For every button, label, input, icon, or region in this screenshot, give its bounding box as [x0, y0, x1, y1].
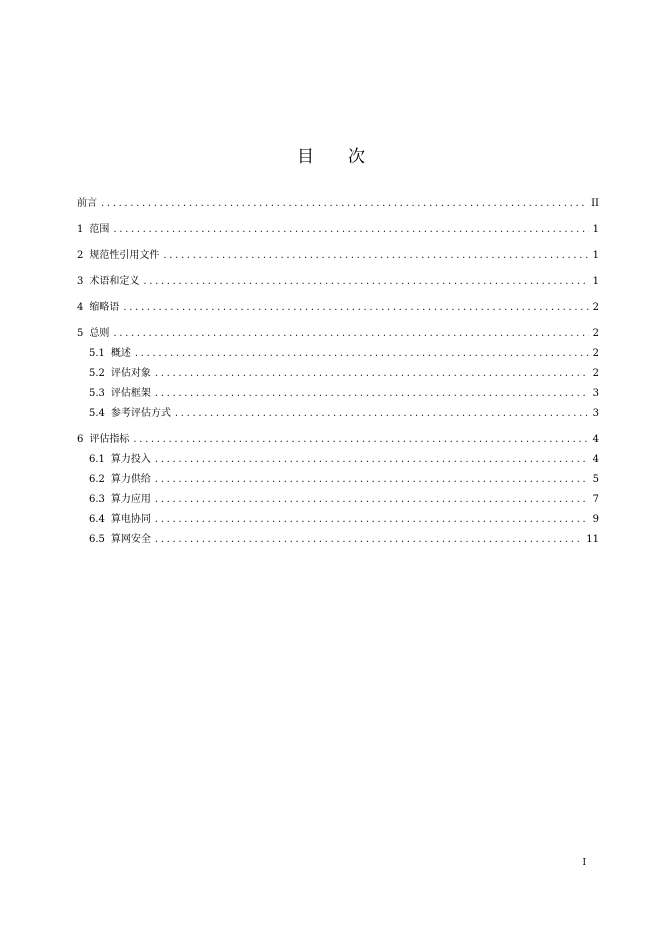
toc-entry-page: 1: [592, 250, 599, 261]
toc-entry-number: 6: [77, 434, 84, 445]
toc-leader-dots: [143, 276, 588, 287]
toc-entry-number: 2: [77, 250, 84, 261]
toc-leader-dots: [155, 454, 589, 465]
toc-subentry[interactable]: [77, 404, 599, 419]
toc-entry-page: 9: [592, 514, 599, 525]
toc-entry-label: 前言: [77, 198, 97, 209]
toc-entry[interactable]: [77, 324, 599, 339]
toc-subentry[interactable]: [77, 530, 599, 545]
toc-entry-page: 1: [592, 276, 599, 287]
toc-leader-dots: [113, 224, 588, 235]
toc-entry-number: 6.1: [89, 454, 105, 465]
toc-leader-dots: [155, 388, 589, 399]
toc-entry-label: 规范性引用文件: [89, 250, 160, 261]
toc-leader-dots: [133, 434, 588, 445]
toc-entry-page: 4: [592, 434, 599, 445]
toc-entry-page: 5: [592, 474, 599, 485]
toc-entry-label: 算力投入: [110, 454, 151, 465]
toc-entry-label: 缩略语: [89, 302, 120, 313]
toc-entry-number: 1: [77, 224, 84, 235]
toc-entry-number: 6.5: [89, 534, 105, 545]
toc-entry-label: 评估对象: [110, 368, 151, 379]
toc-subentry[interactable]: [77, 364, 599, 379]
toc-entry[interactable]: [77, 298, 599, 313]
toc-entry-label: 范围: [89, 224, 110, 235]
toc-subentry[interactable]: [77, 490, 599, 505]
toc-entry-page: 1: [592, 224, 599, 235]
toc-entry-label: 总则: [89, 328, 110, 339]
toc-entry[interactable]: [77, 272, 599, 287]
table-of-contents: [77, 194, 599, 545]
footer-page-number: I: [582, 858, 586, 868]
toc-entry-page: 7: [592, 494, 599, 505]
toc-entry-label: 评估框架: [110, 388, 151, 399]
toc-entry-number: 6.2: [89, 474, 105, 485]
toc-entry-label: 评估指标: [89, 434, 130, 445]
toc-entry-label: 概述: [110, 348, 131, 359]
toc-leader-dots: [155, 474, 589, 485]
toc-entry[interactable]: [77, 194, 599, 209]
toc-entry-number: 5.4: [89, 408, 105, 419]
toc-leader-dots: [175, 408, 589, 419]
page-title: 目次: [297, 147, 399, 167]
toc-entry-label: 算电协同: [110, 514, 151, 525]
toc-entry-page: 4: [592, 454, 599, 465]
toc-subentry[interactable]: [77, 470, 599, 485]
toc-leader-dots: [155, 534, 582, 545]
toc-entry-number: 6.4: [89, 514, 105, 525]
toc-entry-page: II: [591, 198, 599, 209]
toc-entry-number: 4: [77, 302, 84, 313]
toc-subentry[interactable]: [77, 344, 599, 359]
toc-leader-dots: [163, 250, 588, 261]
toc-entry[interactable]: [77, 220, 599, 235]
toc-leader-dots: [155, 514, 589, 525]
toc-entry-label: 算力供给: [110, 474, 151, 485]
toc-entry-label: 术语和定义: [89, 276, 140, 287]
toc-entry-page: 2: [592, 348, 599, 359]
toc-entry-page: 2: [592, 302, 599, 313]
toc-subentry[interactable]: [77, 510, 599, 525]
toc-subentry[interactable]: [77, 450, 599, 465]
toc-entry-page: 2: [592, 368, 599, 379]
toc-entry-number: 5.3: [89, 388, 105, 399]
toc-entry-page: 3: [592, 388, 599, 399]
toc-entry-label: 算力应用: [110, 494, 151, 505]
toc-entry-number: 3: [77, 276, 84, 287]
toc-entry-number: 6.3: [89, 494, 105, 505]
toc-leader-dots: [123, 302, 588, 313]
toc-entry-page: 11: [586, 534, 599, 545]
toc-leader-dots: [155, 494, 589, 505]
toc-entry-page: 2: [592, 328, 599, 339]
toc-entry-page: 3: [592, 408, 599, 419]
toc-subentry[interactable]: [77, 384, 599, 399]
toc-leader-dots: [113, 328, 588, 339]
toc-entry[interactable]: [77, 246, 599, 261]
toc-entry-number: 5.2: [89, 368, 105, 379]
toc-entry-label: 参考评估方式: [110, 408, 171, 419]
toc-leader-dots: [135, 348, 589, 359]
toc-entry-number: 5.1: [89, 348, 105, 359]
toc-leader-dots: [155, 368, 589, 379]
toc-leader-dots: [101, 198, 587, 209]
toc-entry-label: 算网安全: [110, 534, 151, 545]
toc-entry[interactable]: [77, 430, 599, 445]
toc-entry-number: 5: [77, 328, 84, 339]
